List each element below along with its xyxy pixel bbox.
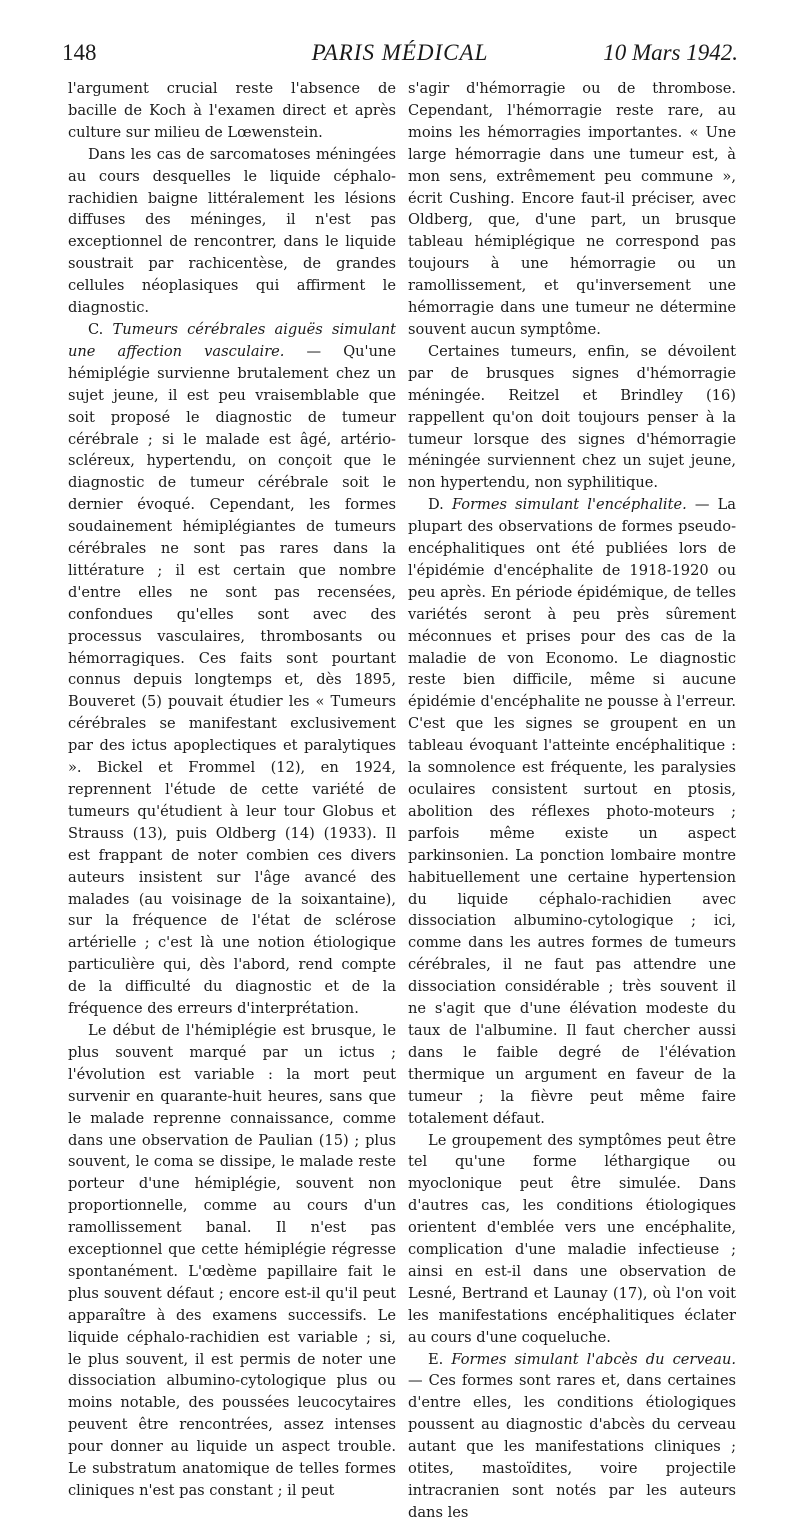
section-d-paragraph — [408, 494, 736, 1129]
section-title: Formes simulant l'encéphalite. — [451, 496, 687, 514]
paragraph: Certaines tumeurs, enfin, se dévoilent par de brusques signes d'hémorragie méningée. Reitzel et Brindley (16) rappellent qu'on doit toujours penser à la tumeur lorsque des signes d'hémorragie méningée surviennent chez un sujet jeune, non hypertendu, non syphilitique. — [408, 342, 736, 492]
paragraph: Le groupement des symptômes peut être tel qu'une forme léthargique ou myoclonique peut être simulée. Dans d'autres cas, les conditions étiologiques orientent d'emblée vers une encéphalite, complication d'une maladie infectieuse ; ainsi en est-il dans une observation de Lesné, Bertrand et Launay (17), où l'on voit les manifestations encéphalitiques éclater au cours d'une coqueluche. — [408, 1131, 736, 1346]
section-e-paragraph — [408, 1349, 736, 1524]
left-column — [68, 78, 396, 1502]
page-number: 148 — [62, 40, 97, 65]
section-c-paragraph — [68, 319, 396, 1020]
section-letter: C. — [88, 320, 113, 338]
paragraph: s'agir d'hémorragie ou de thrombose. Cependant, l'hémorragie reste rare, au moins les hémorragies importantes. « Une large hémorragie dans une tumeur est, à mon sens, extrêmement peu commune », écrit Cushing. Encore faut-il préciser, avec Oldberg, que, d'une part, un brusque tableau hémiplégique ne correspond pas toujours à une hémorragie ou un ramollissement, et qu'inversement une hémorragie dans une tumeur ne détermine souvent aucun symptôme. — [408, 80, 736, 338]
section-title: Tumeurs cérébrales aiguës simulant une affection vasculaire. — [68, 320, 396, 360]
section-body: — Qu'une hémiplégie survienne brutalement chez un sujet jeune, il est peu vraisemblable que soit proposé le diagnostic de tumeur cérébrale ; si le malade est âgé, artério-scléreux, hypertendu, on conçoit que le diagnostic de tumeur cérébrale soit le dernier évoqué. Cependant, les formes soudainement hémiplégiantes de tumeurs cérébrales ne sont pas rares dans la littérature ; il est certain que nombre d'entre elles ne sont pas recensées, confondues qu'elles sont avec des processus vasculaires, thrombosants ou hémorragiques. Ces faits sont pourtant connus depuis longtemps et, dès 1895, Bouveret (5) pouvait étudier les « Tumeurs cérébrales se manifestant exclusivement par des ictus apoplectiques et paralytiques ». Bickel et Frommel (12), en 1924, reprennent l'étude de cette variété de tumeurs qu'étudient à leur tour Globus et Strauss (13), puis Oldberg (14) (1933). Il est frappant de noter combien ces divers auteurs insistent sur l'âge avancé des malades (au voisinage de la soixantaine), sur la fréquence de l'état de sclérose artérielle ; c'est là une notion étiologique particulière qui, dès l'abord, rend compte de la difficulté du diagnostic et de la fréquence des erreurs d'interprétation. — [68, 342, 397, 1018]
section-letter: E. — [428, 1350, 452, 1368]
section-letter: D. — [428, 496, 452, 514]
section-body: — La plupart des observations de formes pseudo-encéphalitiques ont été publiées lors de l'épidémie d'encéphalite de 1918-1920 ou peu après. En période épidémique, de telles variétés seront à peu près sûrement méconnues et prises pour des cas de la maladie de von Economo. Le diagnostic reste bien difficile, même si aucune épidémie d'encéphalite ne pousse à l'erreur. C'est que les signes se groupent en un tableau évoquant l'atteinte encéphalitique : la somnolence est fréquente, les paralysies oculaires consistent surtout en ptosis, abolition des réflexes photo-moteurs ; parfois même existe un aspect parkinsonien. La ponction lombaire montre habituellement une certaine hypertension du liquide céphalo-rachidien avec dissociation albumino-cytologique ; ici, comme dans les autres formes de tumeurs cérébrales, il ne faut pas attendre une dissociation considérable ; très souvent il ne s'agit que d'une élévation modeste du taux de l'albumine. Il faut chercher aussi dans le faible degré de l'élévation thermique un argument en faveur de la tumeur ; la fièvre peut même faire totalement défaut. — [408, 496, 736, 1127]
right-column — [408, 78, 736, 1524]
running-header — [62, 40, 738, 74]
section-title: Formes simulant l'abcès du cerveau. — [451, 1350, 736, 1368]
paragraph: Le début de l'hémiplégie est brusque, le plus souvent marqué par un ictus ; l'évolution est variable : la mort peut survenir en quarante-huit heures, sans que le malade reprenne connaissance, comme dans une observation de Paulian (15) ; plus souvent, le coma se dissipe, le malade reste porteur d'une hémiplégie, souvent non proportionnelle, comme au cours d'un ramollissement banal. Il n'est pas exceptionnel que cette hémiplégie régresse spontanément. L'œdème papillaire fait le plus souvent défaut ; encore est-il qu'il peut apparaître à des examens successifs. Le liquide céphalo-rachidien est variable ; si, le plus souvent, il est permis de noter une dissociation albumino-cytologique plus ou moins notable, des poussées leucocytaires peuvent être rencontrées, assez intenses pour donner au liquide un aspect trouble. Le substratum anatomique de telles formes cliniques n'est pas constant ; il peut — [68, 1021, 396, 1499]
paragraph: l'argument crucial reste l'absence de bacille de Koch à l'examen direct et après culture sur milieu de Lœwenstein. — [68, 80, 396, 141]
journal-title: PARIS MÉDICAL — [311, 40, 489, 65]
issue-date: 10 Mars 1942. — [603, 40, 738, 65]
paragraph: Dans les cas de sarcomatoses méningées au cours desquelles le liquide céphalo-rachidien baigne littéralement les lésions diffuses des méninges, il n'est pas exceptionnel de rencontrer, dans le liquide soustrait par rachicentèse, de grandes cellules néoplasiques qui affirment le diagnostic. — [68, 145, 396, 317]
section-body: — Ces formes sont rares et, dans certaines d'entre elles, les conditions étiologiques poussent au diagnostic d'abcès du cerveau autant que les manifestations cliniques ; otites, mastoïdites, voire projectile intracranien sont notés par les auteurs dans les — [408, 1372, 736, 1521]
